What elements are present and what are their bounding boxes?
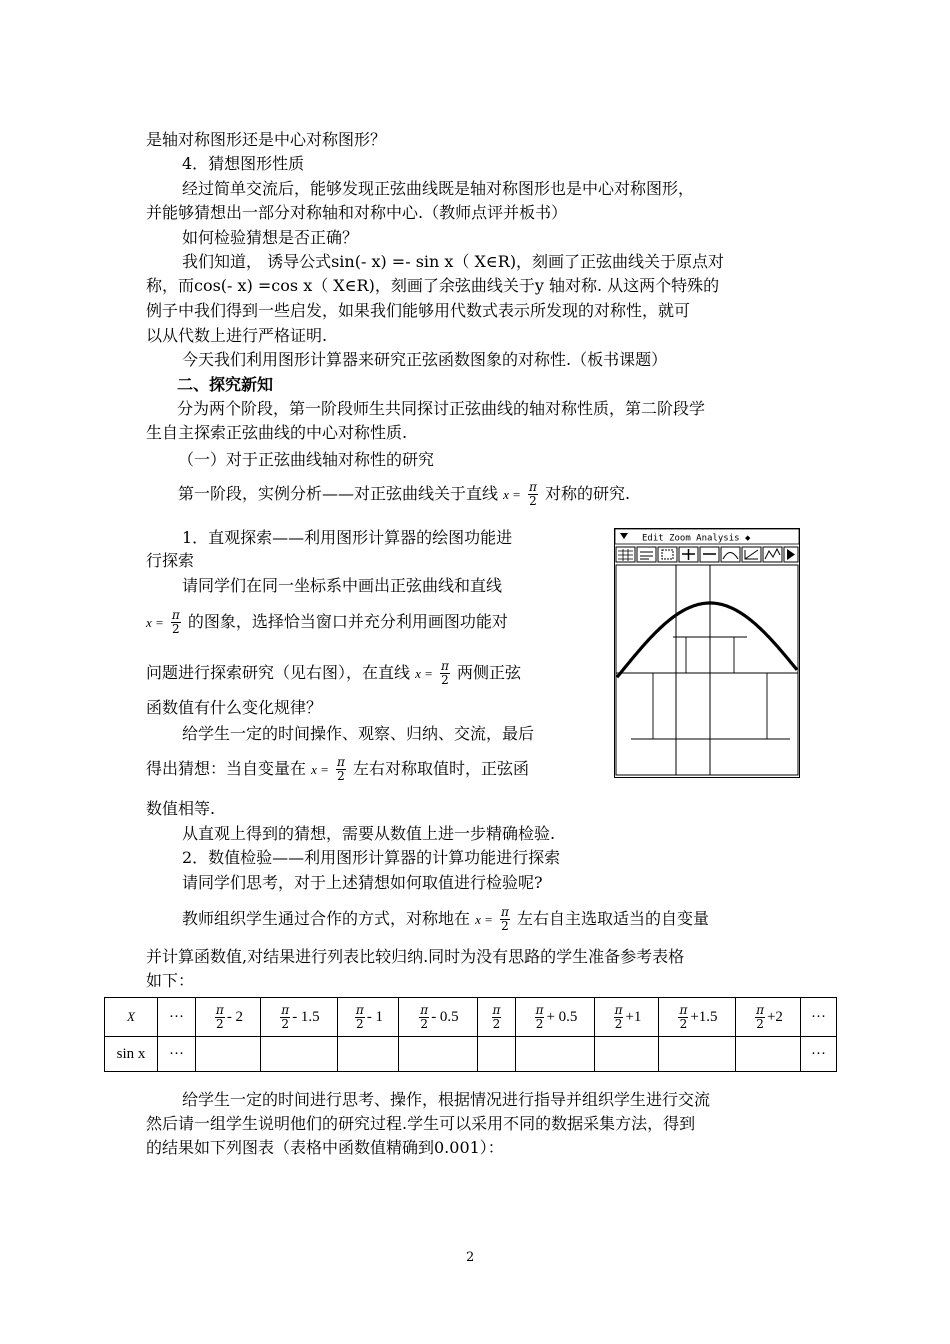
fraction: $\frac{\pi}{2}$ [441,659,449,687]
table-cell-arg: $\frac{\pi}{2}$ [478,998,516,1037]
text-line: 并计算函数值,对结果进行列表比较归纳.同时为没有思路的学生准备参考表格 [146,947,685,966]
table-cell-empty [338,1037,399,1072]
text-line: 然后请一组学生说明他们的研究过程.学生可以采用不同的数据采集方法，得到 [146,1114,696,1133]
text-line: 4．猜想图形性质 [182,154,305,173]
table-cell-ellipsis: ··· [158,1037,196,1072]
text-line: 称，而cos(- x) =cos x（ X∈R)，刻画了余弦曲线关于y 轴对称. 从这两个特殊的 [146,276,720,295]
text-line: 得出猜想：当自变量在 x = $\frac{\pi}{2}$ 左右对称取值时，正弦函 [146,755,529,783]
table-row [105,1037,837,1072]
fraction: $\frac{\pi}{2}$ [337,755,345,783]
text-line: 给学生一定的时间操作、观察、归纳、交流，最后 [182,724,535,743]
value-table [104,997,837,1072]
page-number: 2 [466,1250,475,1265]
text-line: 请同学们在同一坐标系中画出正弦曲线和直线 [182,576,503,595]
text-line: 行探索 [146,551,195,570]
text-line: x = $\frac{\pi}{2}$ 的图象，选择恰当窗口并充分利用画图功能对 [146,608,508,636]
text-line: 从直观上得到的猜想，需要从数值上进一步精确检验. [182,824,556,843]
text-line: 如下： [146,971,195,990]
text-line: 给学生一定的时间进行思考、操作，根据情况进行指导并组织学生进行交流 [182,1090,711,1109]
text-line: 问题进行探索研究（见右图），在直线 x = $\frac{\pi}{2}$ 两侧正弦 [146,659,521,687]
text-line: 如何检验猜想是否正确？ [182,228,359,247]
table-cell-arg: $\frac{\pi}{2}$ - 2 [196,998,261,1037]
table-cell-arg: $\frac{\pi}{2}$ +1.5 [659,998,736,1037]
text-line: 是轴对称图形还是中心对称图形？ [146,130,387,149]
text-line: 经过简单交流后，能够发现正弦曲线既是轴对称图形也是中心对称图形， [182,179,695,198]
table-cell-arg: $\frac{\pi}{2}$ +1 [595,998,659,1037]
text-line: 1．直观探索——利用图形计算器的绘图功能进 [182,528,513,547]
table-cell-arg: $\frac{\pi}{2}$ - 1.5 [261,998,338,1037]
text-line: 例子中我们得到一些启发，如果我们能够用代数式表示所发现的对称性，就可 [146,301,691,320]
text-line: 分为两个阶段，第一阶段师生共同探讨正弦曲线的轴对称性质，第二阶段学 [177,399,706,418]
table-cell-arg: $\frac{\pi}{2}$ +2 [736,998,801,1037]
table-cell-empty [595,1037,659,1072]
calculator-menu-label: Edit Zoom Analysis ◆ [642,533,751,544]
plot-area [616,565,798,775]
text-line: 2．数值检验——利用图形计算器的计算功能进行探索 [182,848,561,867]
fraction: $\frac{\pi}{2}$ [171,608,180,636]
text-line: 第一阶段，实例分析——对正弦曲线关于直线 x = $\frac{\pi}{2}$ 对称的研究. [178,480,631,508]
text-line: 数值相等. [146,799,216,818]
text-line: 函数值有什么变化规律？ [146,698,323,717]
sketch-icon [763,547,782,562]
table-cell-empty [659,1037,736,1072]
table-tool-icon [616,547,635,562]
subsection-heading: （一）对于正弦曲线轴对称性的研究 [178,450,435,469]
table-cell-empty [261,1037,338,1072]
text-line: 请同学们思考，对于上述猜想如何取值进行检验呢? [182,873,543,892]
fraction: $\frac{\pi}{2}$ [529,480,537,508]
table-cell-empty [736,1037,801,1072]
table-cell-empty [399,1037,478,1072]
table-cell-arg: $\frac{\pi}{2}$ + 0.5 [516,998,595,1037]
graphing-calculator-screenshot [614,528,800,778]
trace-icon [721,547,740,562]
table-cell-empty [516,1037,595,1072]
table-header-sinx: sin x [105,1037,158,1072]
text-line: 并能够猜想出一部分对称轴和对称中心.（教师点评并板书） [146,203,568,222]
fraction: $\frac{\pi}{2}$ [501,905,509,933]
table-cell-empty [478,1037,516,1072]
text-line: 生自主探索正弦曲线的中心对称性质. [146,423,408,442]
zoom-box-icon [658,547,677,562]
list-tool-icon [637,547,656,562]
table-row [105,998,837,1037]
text-line: 以从代数上进行严格证明. [146,326,328,345]
table-cell-ellipsis: ··· [158,998,196,1037]
table-cell-empty [196,1037,261,1072]
section-heading: 二、探究新知 [177,375,274,394]
table-cell-arg: $\frac{\pi}{2}$ - 1 [338,998,399,1037]
text-line: 教师组织学生通过合作的方式，对称地在 x = $\frac{\pi}{2}$ 左右自主选取适当的自变量 [182,905,709,933]
text-line: 我们知道， 诱导公式sin(- x) =- sin x（ X∈R)，刻画了正弦曲线关于原点对 [182,252,725,271]
calculator-toolbar [616,547,798,562]
table-cell-ellipsis: ··· [801,1037,837,1072]
table-cell-arg: $\frac{\pi}{2}$ - 0.5 [399,998,478,1037]
table-header-x: X [105,998,158,1037]
table-cell-ellipsis: ··· [801,998,837,1037]
text-line: 今天我们利用图形计算器来研究正弦函数图象的对称性.（板书课题） [182,350,668,369]
text-line: 的结果如下列图表（表格中函数值精确到0.001）： [146,1138,504,1157]
